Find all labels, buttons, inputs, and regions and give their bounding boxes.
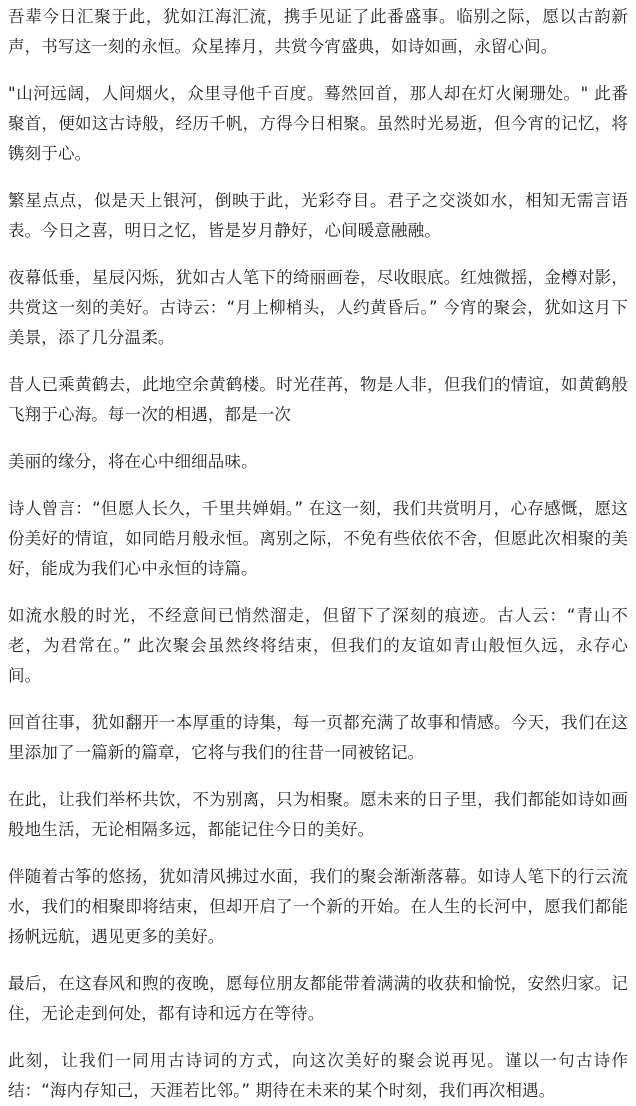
paragraph-3: 繁星点点，似是天上银河，倒映于此，光彩夺目。君子之交淡如水，相知无需言语表。今日之喜，明日之忆，皆是岁月静好，心间暖意融融。 xyxy=(8,191,628,240)
paragraph-9: 回首往事，犹如翻开一本厚重的诗集，每一页都充满了故事和情感。今天，我们在这里添加了一篇新的篇章，它将与我们的往昔一同被铭记。 xyxy=(8,713,628,762)
paragraph-12: 最后，在这春风和煦的夜晚，愿每位朋友都能带着满满的收获和愉悦，安然归家。记住，无论走到何处，都有诗和远方在等待。 xyxy=(8,974,628,1023)
paragraph-11: 伴随着古筝的悠扬，犹如清风拂过水面，我们的聚会渐渐落幕。如诗人笔下的行云流水，我们的相聚即将结束，但却开启了一个新的开始。在人生的长河中，愿我们都能扬帆远航，遇见更多的美好。 xyxy=(8,867,628,946)
paragraph-8: 如流水般的时光，不经意间已悄然溜走，但留下了深刻的痕迹。古人云：“青山不老，为君常在。” 此次聚会虽然终将结束，但我们的友谊如青山般恒久远，永存心间。 xyxy=(8,606,628,685)
paragraph-7: 诗人曾言：“但愿人长久，千里共婵娟。” 在这一刻，我们共赏明月，心存感慨，愿这份美好的情谊，如同皓月般永恒。离别之际，不免有些依依不舍，但愿此次相聚的美好，能成为我们心中永恒的诗篇。 xyxy=(8,499,628,578)
paragraph-4: 夜幕低垂，星辰闪烁，犹如古人笔下的绮丽画卷，尽收眼底。红烛微摇，金樽对影，共赏这一刻的美好。古诗云：“月上柳梢头，人约黄昏后。” 今宵的聚会，犹如这月下美景，添了几分温柔。 xyxy=(8,268,628,347)
paragraph-6: 美丽的缘分，将在心中细细品味。 xyxy=(8,452,258,471)
paragraph-1: 吾辈今日汇聚于此，犹如江海汇流，携手见证了此番盛事。临别之际，愿以古韵新声，书写这一刻的永恒。众星捧月，共赏今宵盛典，如诗如画，永留心间。 xyxy=(8,7,628,56)
paragraph-2: "山河远阔，人间烟火，众里寻他千百度。蓦然回首，那人却在灯火阑珊处。" 此番聚首，便如这古诗般，经历千帆，方得今日相聚。虽然时光易逝，但今宵的记忆，将镌刻于心。 xyxy=(8,84,628,163)
paragraph-10: 在此，让我们举杯共饮，不为别离，只为相聚。愿未来的日子里，我们都能如诗如画般地生活，无论相隔多远，都能记住今日的美好。 xyxy=(8,790,628,839)
paragraph-13: 此刻，让我们一同用古诗词的方式，向这次美好的聚会说再见。谨以一句古诗作结：“海内存知己，天涯若比邻。” 期待在未来的某个时刻，我们再次相遇。 xyxy=(8,1051,628,1100)
paragraph-5: 昔人已乘黄鹤去，此地空余黄鹤楼。时光荏苒，物是人非，但我们的情谊，如黄鹤般飞翔于心海。每一次的相遇，都是一次 xyxy=(8,375,628,424)
